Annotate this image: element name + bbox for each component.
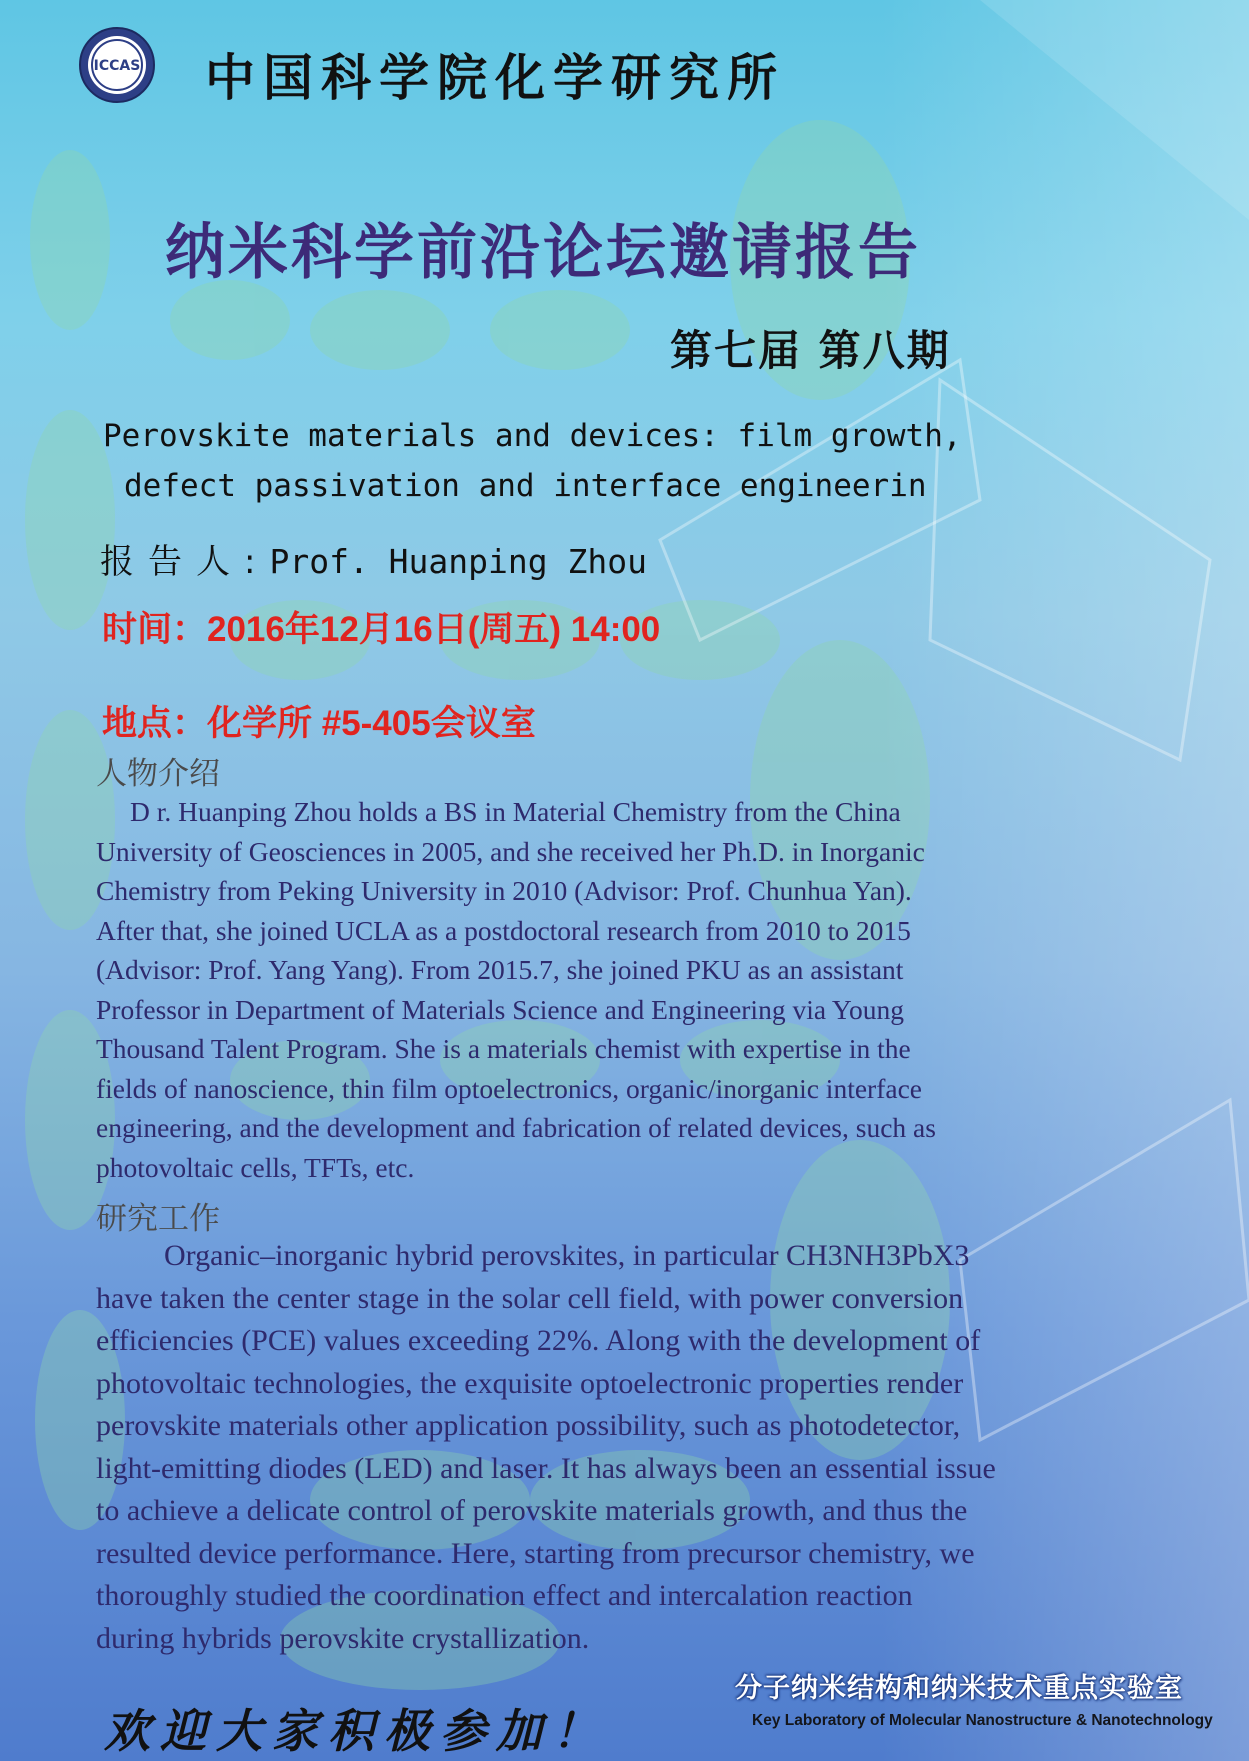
speaker (100, 534, 647, 583)
speaker-name: Prof. Huanping Zhou (269, 542, 647, 581)
research-heading: 研究工作 (96, 1201, 220, 1237)
abstract-line: have taken the center stage in the solar cell field, with power conversion (96, 1281, 964, 1315)
bio-line: Professor in Department of Materials Science and Engineering via Young (96, 993, 905, 1025)
abstract-line: efficiencies (PCE) values exceeding 22%. Along with the development of (96, 1324, 981, 1357)
institute-name: 中国科学院化学研究所 (205, 48, 785, 107)
bio-line: After that, she joined UCLA as a postdoctoral research from 2010 to 2015 (96, 914, 911, 946)
bio-line: D r. Huanping Zhou holds a BS in Material Chemistry from the China (130, 796, 901, 827)
bio-line: University of Geosciences in 2005, and she received her Ph.D. in Inorganic (96, 835, 925, 867)
forum-title: 纳米科学前沿论坛邀请报告 (165, 218, 921, 288)
abstract-line: to achieve a delicate control of perovskite materials growth, and thus the (96, 1494, 968, 1527)
talk-title-line-2: defect passivation and interface engineerin (124, 468, 927, 504)
welcome-message: 欢迎大家积极参加！ (104, 1704, 608, 1758)
abstract-line: resulted device performance. Here, starting from precursor chemistry, we (96, 1536, 975, 1570)
bio-line: engineering, and the development and fabrication of related devices, such as (96, 1112, 936, 1143)
session-number: 第七届 第八期 (670, 326, 951, 375)
abstract-line: thoroughly studied the coordination effect and intercalation reaction (96, 1579, 913, 1612)
abstract-line: perovskite materials other application possibility, such as photodetector, (96, 1409, 961, 1442)
abstract-line: photovoltaic technologies, the exquisite optoelectronic properties render (96, 1366, 964, 1400)
talk-place: 地点：化学所 #5-405会议室 (102, 704, 536, 743)
logo-text: ICCAS (93, 58, 141, 74)
talk-time: 时间：2016年12月16日(周五) 14:00 (102, 610, 661, 649)
speaker-label: 报告人: (100, 542, 270, 582)
bio-line: (Advisor: Prof. Yang Yang). From 2015.7, she joined PKU as an assistant (96, 954, 904, 985)
abstract-line: during hybrids perovskite crystallization. (96, 1621, 590, 1655)
speaker-bio (96, 792, 1206, 1187)
bio-line: Chemistry from Peking University in 2010 (Advisor: Prof. Chunhua Yan). (96, 875, 912, 906)
talk-title-line-1: Perovskite materials and devices: film growth, (103, 418, 962, 454)
lab-name-english: Key Laboratory of Molecular Nanostructure & Nanotechnology (752, 1712, 1213, 1729)
iccas-logo (78, 26, 156, 104)
bio-line: fields of nanoscience, thin film optoelectronics, organic/inorganic interface (96, 1072, 922, 1104)
bio-line: photovoltaic cells, TFTs, etc. (96, 1151, 415, 1183)
lab-name-chinese: 分子纳米结构和纳米技术重点实验室 (735, 1673, 1183, 1704)
abstract-line: Organic–inorganic hybrid perovskites, in particular CH3NH3PbX3 (164, 1239, 970, 1272)
bio-line: Thousand Talent Program. She is a materials chemist with expertise in the (96, 1033, 911, 1064)
research-abstract (96, 1235, 1206, 1660)
abstract-line: light-emitting diodes (LED) and laser. It has always been an essential issue (96, 1451, 996, 1485)
intro-heading: 人物介绍 (96, 756, 220, 792)
